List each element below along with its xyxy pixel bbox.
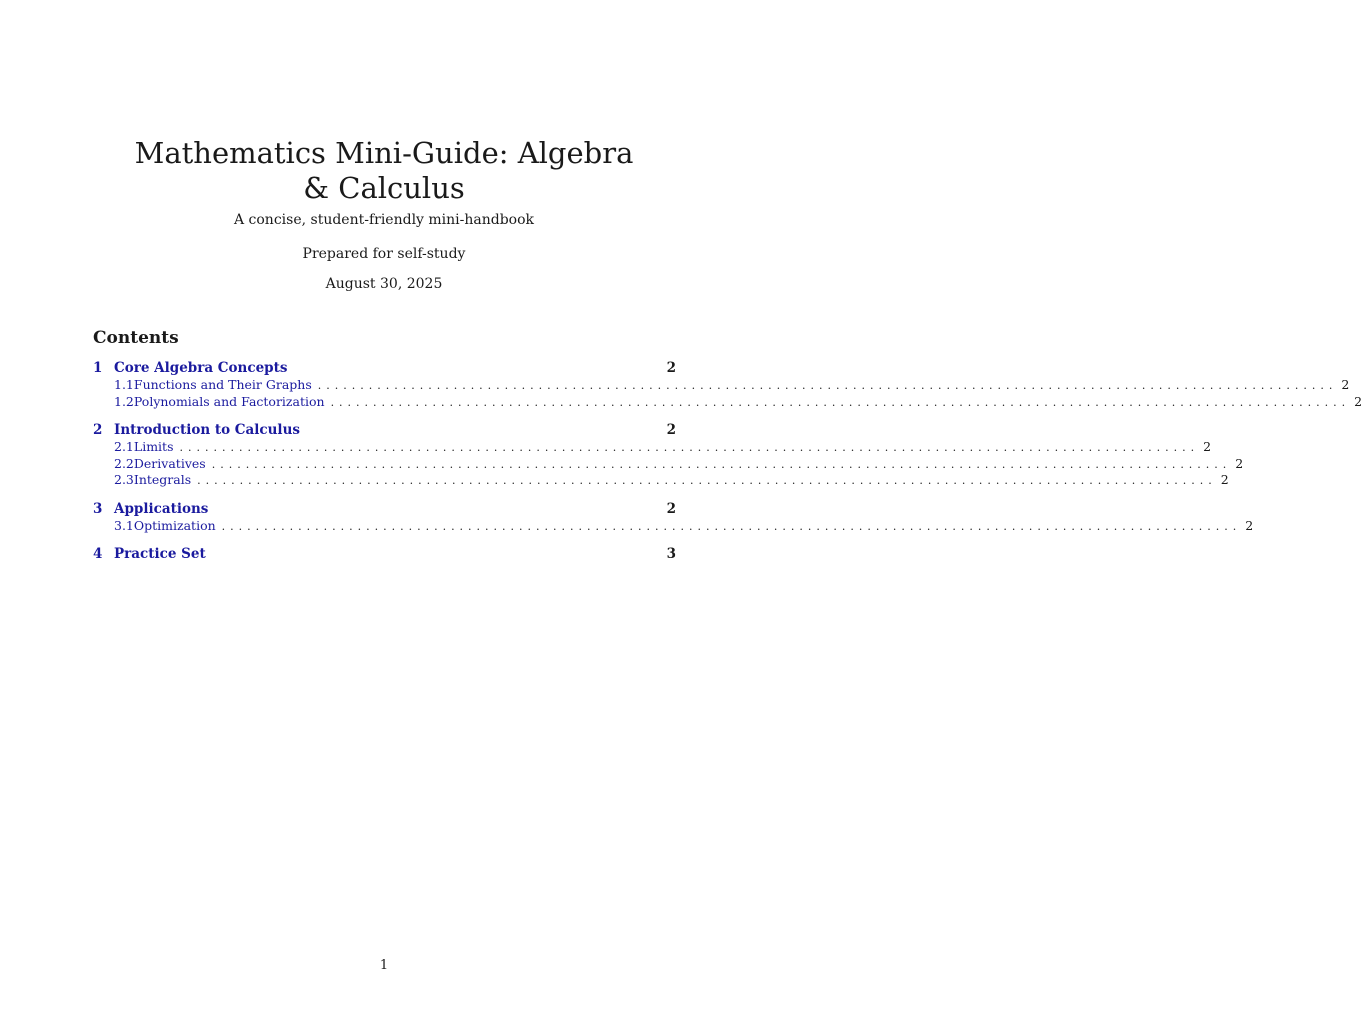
document-author: Prepared for self-study [302,246,466,262]
title-block [0,136,768,292]
toc-section-4[interactable] [93,546,676,563]
toc-subsection-title[interactable]: Limits [133,439,174,454]
toc-subsection-2-1[interactable] [93,439,1212,456]
contents-heading: Contents [93,328,179,348]
toc-dot-leader: ........................................................................................................................ [330,395,1351,409]
toc-section-3[interactable] [93,501,676,518]
toc-subsection-1-2[interactable] [93,393,1362,411]
toc-subsection-title[interactable]: Integrals [133,472,192,487]
toc-section-page: 3 [666,546,676,562]
toc-dot-leader: ........................................................................................................................ [179,441,1200,454]
toc-subsection-number: 2.2 [114,455,134,471]
toc-section-title[interactable]: Core Algebra Concepts [114,360,288,376]
toc-section-title[interactable]: Applications [114,500,209,517]
toc-subsection-2-3[interactable] [93,472,1229,489]
toc-section-number: 1 [93,360,103,376]
toc-section-page: 2 [666,360,676,376]
toc-dot-leader: ........................................................................................................................ [197,474,1217,487]
toc-section-title[interactable]: Introduction to Calculus [114,422,300,438]
toc-dot-leader: ........................................................................................................................ [211,457,1232,471]
toc-subsection-3-1[interactable] [93,517,1254,535]
toc-subsection-number: 2.3 [114,472,134,487]
document-title: Mathematics Mini-Guide: Algebra & Calculus [134,136,634,205]
toc-subsection-title[interactable]: Optimization [133,517,216,533]
toc-subsection-number: 1.2 [114,393,134,409]
toc-gap [93,489,676,501]
document-subtitle: A concise, student-friendly mini-handbook [233,212,535,228]
toc-subsection-number: 3.1 [114,517,134,533]
page-number: 1 [379,958,389,973]
toc-section-title[interactable]: Practice Set [114,546,206,562]
toc-subsection-title[interactable]: Functions and Their Graphs [133,377,312,392]
toc-subsection-2-2[interactable] [93,455,1244,473]
toc-dot-leader: ........................................................................................................................ [221,519,1242,533]
toc-section-number: 4 [93,546,103,562]
document-date: August 30, 2025 [325,276,443,292]
toc-dot-leader: ........................................................................................................................ [317,379,1338,392]
toc-gap [93,534,676,546]
toc-subsection-page: 2 [1245,517,1254,533]
toc-section-page: 2 [666,500,676,517]
toc-subsection-page: 2 [1354,393,1362,409]
toc-section-number: 2 [93,422,103,438]
toc-subsection-page: 2 [1341,377,1350,392]
toc-subsection-title[interactable]: Polynomials and Factorization [133,393,325,409]
toc-subsection-page: 2 [1220,472,1229,487]
toc-section-page: 2 [666,422,676,438]
toc-subsection-number: 1.1 [114,377,134,392]
toc-section-2[interactable] [93,422,676,439]
toc-section-1[interactable] [93,360,676,377]
toc-subsection-page: 2 [1235,455,1244,471]
toc-subsection-title[interactable]: Derivatives [133,455,206,471]
table-of-contents [93,360,1362,563]
toc-gap [93,410,676,422]
toc-subsection-1-1[interactable] [93,377,1350,394]
toc-subsection-number: 2.1 [114,439,134,454]
toc-section-number: 3 [93,500,103,517]
toc-subsection-page: 2 [1203,439,1212,454]
